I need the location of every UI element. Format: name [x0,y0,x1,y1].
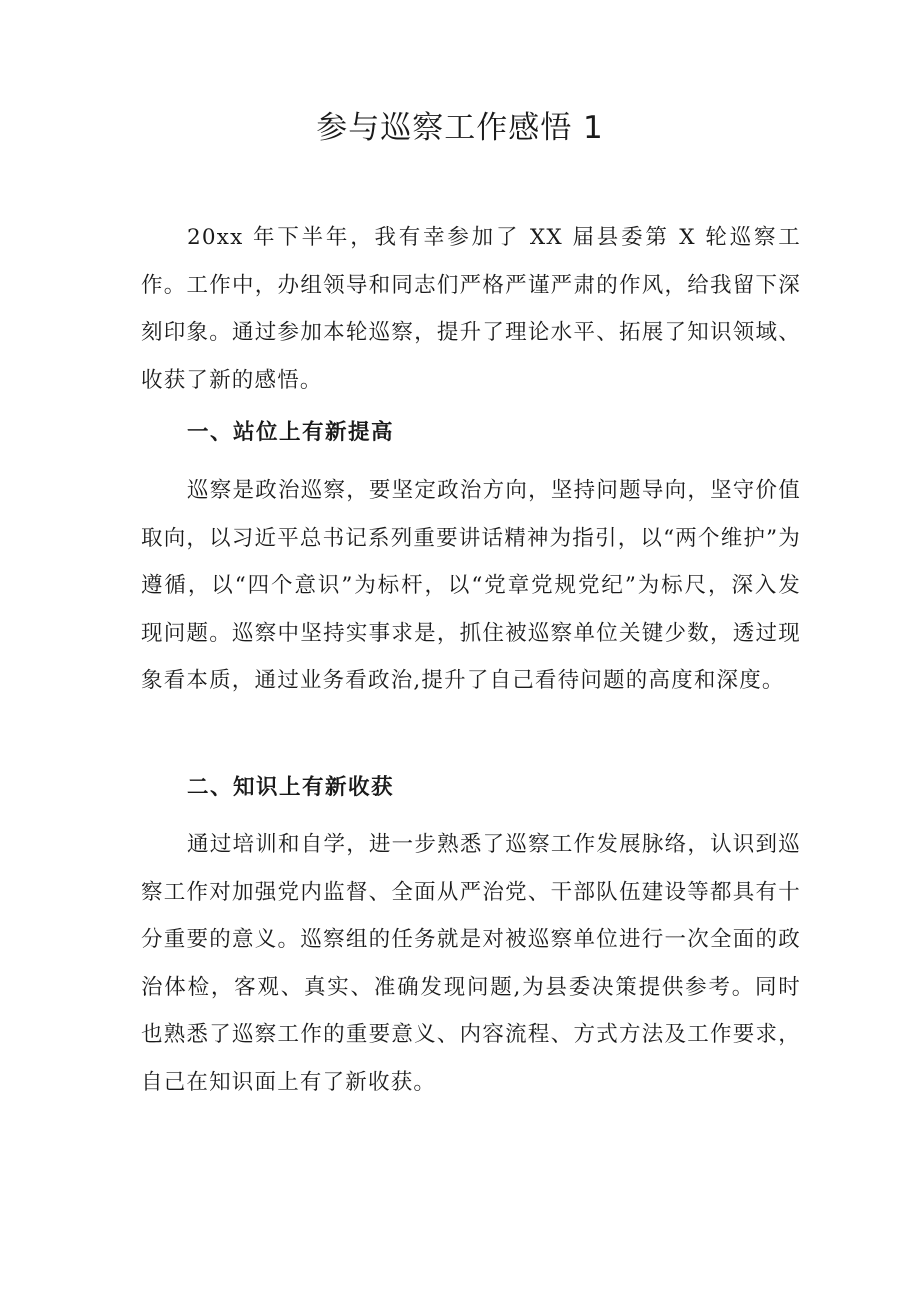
section-paragraph-2: 通过培训和自学，进一步熟悉了巡察工作发展脉络，认识到巡察工作对加强党内监督、全面从严治党、干部队伍建设等都具有十分重要的意义。巡察组的任务就是对被巡察单位进行一次全面的政治体检，客观、真实、准确发现问题,为县委决策提供参考。同时也熟悉了巡察工作的重要意义、内容流程、方式方法及工作要求，自己在知识面上有了新收获。 [141,832,801,1095]
document-title: 参与巡察工作感悟 1 [316,110,604,146]
section-heading-1: 一、站位上有新提高 [187,420,395,445]
section-paragraph-1: 巡察是政治巡察，要坚定政治方向，坚持问题导向，坚守价值取向，以习近平总书记系列重要讲话精神为指引，以“两个维护”为遵循，以“四个意识”为标杆，以“党章党规党纪”为标尺，深入发现问题。巡察中坚持实事求是，抓住被巡察单位关键少数，透过现象看本质，通过业务看政治,提升了自己看待问题的高度和深度。 [141,478,801,693]
section-heading-2: 二、知识上有新收获 [187,775,395,800]
intro-paragraph: 20xx 年下半年，我有幸参加了 XX 届县委第 X 轮巡察工作。工作中，办组领导和同志们严格严谨严肃的作风，给我留下深刻印象。通过参加本轮巡察，提升了理论水平、拓展了知识领域、收获了新的感悟。 [141,225,801,393]
